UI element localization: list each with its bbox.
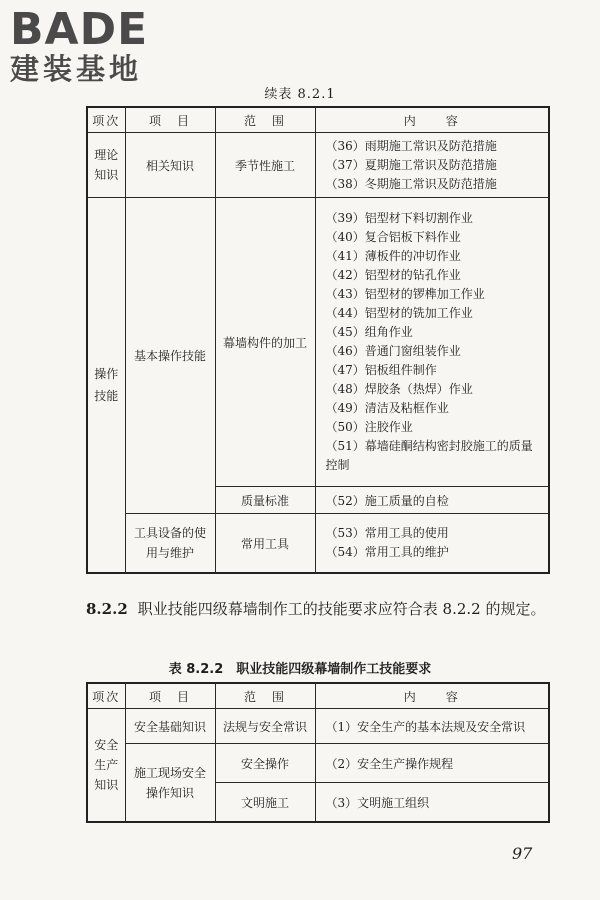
scope-cell: 质量标准 [215, 487, 315, 514]
table-row [87, 709, 549, 744]
header-content: 内 容 [315, 107, 549, 133]
content-line: （46）普通门窗组装作业 [325, 344, 461, 358]
content-line: （40）复合铝板下料作业 [325, 230, 461, 244]
content-line: （54）常用工具的维护 [325, 545, 449, 559]
content-line: （44）铝型材的铣加工作业 [325, 306, 473, 320]
logo-subtitle: 建装基地 [10, 52, 143, 86]
table-header-row [87, 683, 549, 709]
content-line: （39）铝型材下料切割作业 [325, 211, 473, 225]
header-item: 项 目 [125, 107, 215, 133]
header-scope: 范 围 [215, 683, 315, 709]
content-line: （49）清洁及粘框作业 [325, 401, 449, 415]
scope-cell: 常用工具 [215, 514, 315, 574]
content-cell: （3）文明施工组织 [315, 783, 549, 823]
header-index: 项次 [87, 683, 125, 709]
content-line: （48）焊胶条（热焊）作业 [325, 382, 473, 396]
content-line: （36）雨期施工常识及防范措施 [325, 138, 497, 153]
content-line: （43）铝型材的锣榫加工作业 [325, 287, 485, 301]
table-row [87, 133, 549, 198]
content-line: （41）薄板件的冲切作业 [325, 249, 461, 263]
scope-cell: 幕墙构件的加工 [215, 198, 315, 487]
content-cell [315, 198, 549, 487]
content-cell: （52）施工质量的自检 [315, 487, 549, 514]
table2-caption: 表 8.2.2 职业技能四级幕墙制作工技能要求 [168, 662, 432, 677]
skills-table-level4 [86, 682, 550, 823]
content-line: （53）常用工具的使用 [325, 526, 449, 540]
category-cell: 操作技能 [87, 198, 125, 574]
content-line: （47）铝板组件制作 [325, 363, 437, 377]
section-paragraph [86, 596, 556, 622]
content-line: （42）铝型材的钻孔作业 [325, 268, 461, 282]
table-header-row [87, 107, 549, 133]
content-cell: （2）安全生产操作规程 [315, 744, 549, 783]
item-cell: 相关知识 [125, 133, 215, 198]
content-cell [315, 514, 549, 574]
content-line: （50）注胶作业 [325, 420, 413, 434]
scope-cell: 法规与安全常识 [215, 709, 315, 744]
table-row [87, 514, 549, 574]
scope-cell: 安全操作 [215, 744, 315, 783]
logo-brand: BADE [10, 4, 149, 55]
header-index: 项次 [87, 107, 125, 133]
content-line: （37）夏期施工常识及防范措施 [325, 157, 497, 172]
item-cell: 施工现场安全操作知识 [125, 744, 215, 823]
section-number: 8.2.2 [86, 600, 128, 618]
header-content: 内 容 [315, 683, 549, 709]
category-cell: 安全生产知识 [87, 709, 125, 823]
section-text: 职业技能四级幕墙制作工的技能要求应符合表 8.2.2 的规定。 [137, 600, 546, 618]
scope-cell: 季节性施工 [215, 133, 315, 198]
content-line: （45）组角作业 [325, 325, 413, 339]
table-row [87, 744, 549, 783]
page-number: 97 [512, 844, 533, 863]
scope-cell: 文明施工 [215, 783, 315, 823]
item-cell: 基本操作技能 [125, 198, 215, 514]
header-scope: 范 围 [215, 107, 315, 133]
content-cell: （1）安全生产的基本法规及安全常识 [315, 709, 549, 744]
table1-caption: 续表 8.2.1 [264, 87, 336, 102]
header-item: 项 目 [125, 683, 215, 709]
content-cell [315, 133, 549, 198]
item-cell: 安全基础知识 [125, 709, 215, 744]
skills-table-continued [86, 106, 550, 574]
brand-logo [10, 4, 180, 86]
category-cell: 理论知识 [87, 133, 125, 198]
item-cell: 工具设备的使用与维护 [125, 514, 215, 574]
content-line: （51）幕墙硅酮结构密封胶施工的质量控制 [325, 439, 533, 472]
content-line: （38）冬期施工常识及防范措施 [325, 176, 497, 191]
table-row [87, 198, 549, 487]
